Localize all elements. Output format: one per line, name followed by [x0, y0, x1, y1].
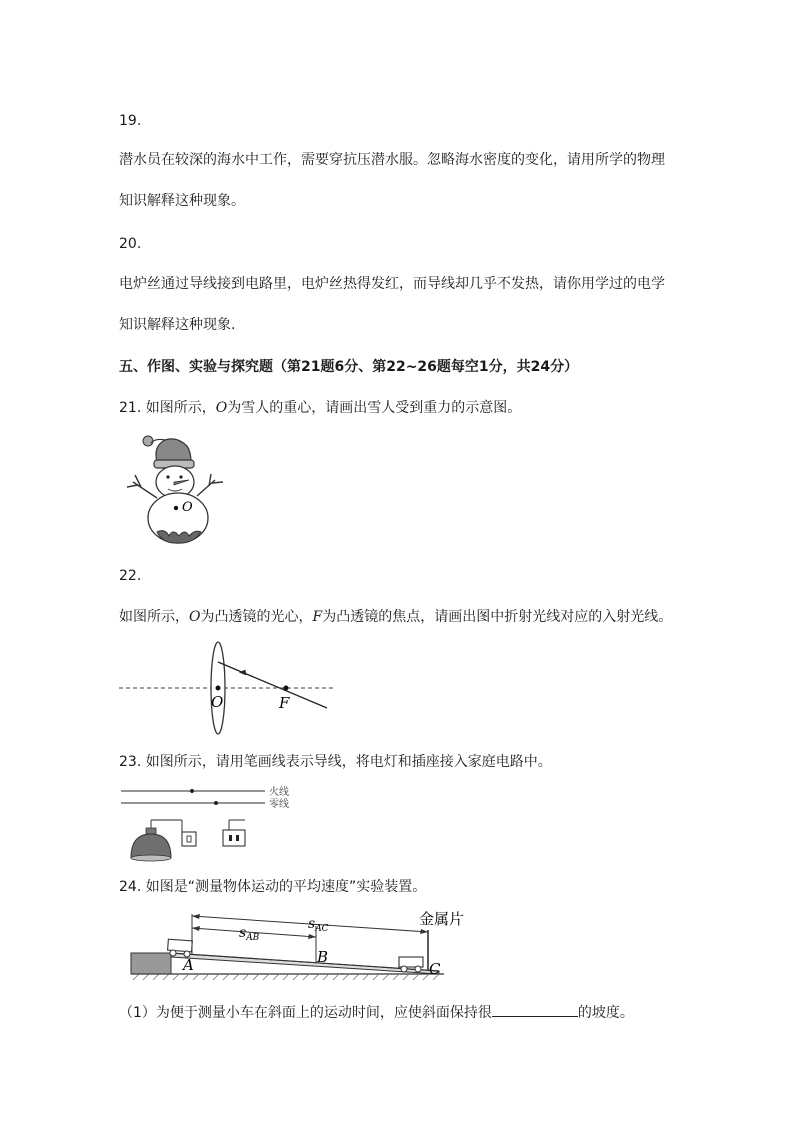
support-block — [131, 953, 171, 974]
focal-point-label: F — [279, 694, 290, 712]
q19-text-line2: 知识解释这种现象。 — [119, 193, 245, 209]
refracted-ray — [218, 662, 327, 708]
circuit-figure — [119, 784, 319, 866]
answer-blank[interactable] — [492, 1002, 578, 1017]
q24-sub1 — [119, 1002, 634, 1023]
q20-number: 20. — [119, 236, 142, 252]
q22-part1: 如图所示， — [119, 609, 189, 625]
gravity-center-point — [174, 506, 178, 510]
snowman-hat-pompom — [143, 436, 153, 446]
focal-point — [284, 686, 289, 691]
cart-bottom — [399, 957, 423, 967]
ground-hatching — [133, 974, 439, 980]
q22-text — [119, 607, 672, 627]
optical-center-label: O — [211, 693, 224, 711]
q21-var-o: O — [215, 400, 228, 416]
snowman-hat — [156, 439, 191, 462]
incline-figure — [119, 904, 479, 992]
socket-icon — [223, 830, 245, 846]
snowman-left-arm — [127, 475, 157, 498]
lamp-icon — [131, 834, 171, 858]
snowman-figure — [119, 432, 229, 550]
gravity-center-label: O — [182, 500, 193, 515]
cart-top — [168, 939, 193, 952]
optical-center-point — [216, 686, 221, 691]
q21-suffix: 为雪人的重心，请画出雪人受到重力的示意图。 — [227, 400, 522, 416]
q21-prefix: 21. 如图所示， — [119, 400, 216, 416]
point-c-label: C — [429, 960, 441, 978]
lens-figure — [119, 640, 339, 740]
neutral-wire-label: 零线 — [269, 799, 289, 810]
q22-part3: 为凸透镜的焦点，请画出图中折射光线对应的入射光线。 — [322, 609, 673, 625]
point-b-label: B — [317, 948, 329, 966]
q24-text: 24. 如图是“测量物体运动的平均速度”实验装置。 — [119, 879, 427, 895]
s-ab-label: $s_{AB}$ — [239, 925, 260, 943]
point-a-label: A — [183, 956, 194, 974]
section-heading: 五、作图、实验与探究题（第21题6分、第22~26题每空1分，共24分） — [119, 359, 579, 375]
q22-var-o: O — [189, 609, 201, 625]
q21-text — [119, 398, 521, 418]
q20-text-line1: 电炉丝通过导线接到电路里，电炉丝热得发红，而导线却几乎不发热，请你用学过的电学 — [119, 276, 665, 292]
q22-part2: 为凸透镜的光心， — [200, 609, 313, 625]
q24-sub1-suffix: 的坡度。 — [577, 1005, 634, 1021]
snowman-right-arm — [197, 474, 223, 496]
q20-text-line2: 知识解释这种现象. — [119, 317, 236, 333]
live-wire-label: 火线 — [269, 787, 289, 798]
q22-var-f: F — [312, 609, 323, 625]
metal-plate-label: 金属片 — [419, 910, 465, 928]
s-ac-label: $s_{AC}$ — [308, 916, 329, 934]
q22-number: 22. — [119, 568, 142, 584]
q23-text: 23. 如图所示，请用笔画线表示导线，将电灯和插座接入家庭电路中。 — [119, 754, 552, 770]
q19-text-line1: 潜水员在较深的海水中工作，需要穿抗压潜水服。忽略海水密度的变化，请用所学的物理 — [119, 152, 665, 168]
q24-sub1-prefix: （1）为便于测量小车在斜面上的运动时间，应使斜面保持很 — [119, 1005, 492, 1021]
q19-number: 19. — [119, 113, 142, 129]
